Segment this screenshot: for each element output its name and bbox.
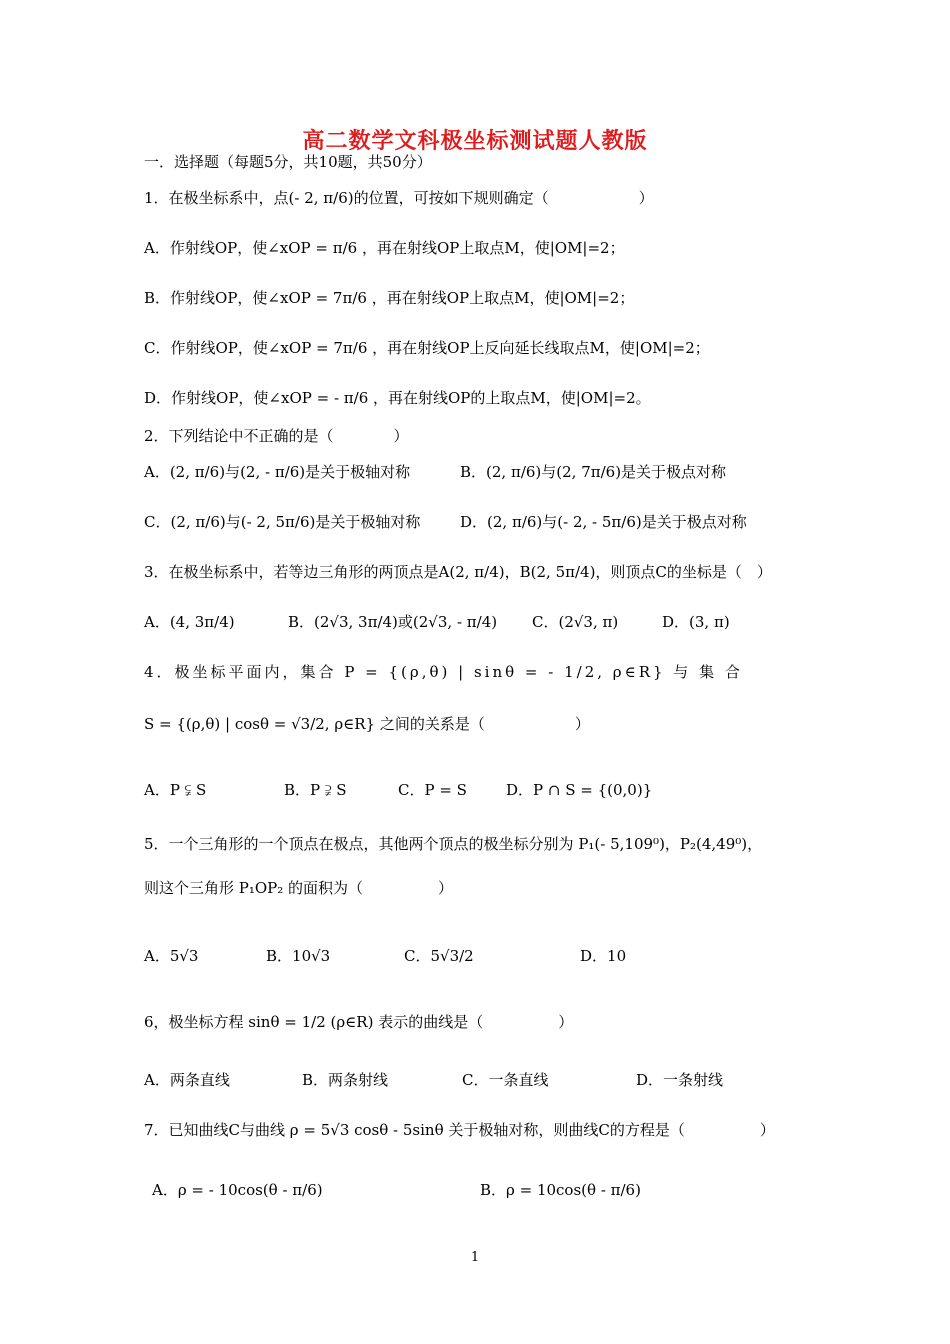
question-7-option-a: A．ρ = - 10cos(θ - π/6) [152,1181,323,1199]
section-heading: 一．选择题（每题5分，共10题，共50分） [144,153,432,171]
question-5-line-1: 5．一个三角形的一个顶点在极点，其他两个顶点的极坐标分别为 P₁(- 5,109⁰)，P₂(4,49⁰)， [144,835,763,853]
question-2-option-a: A．(2, π/6)与(2, - π/6)是关于极轴对称 [144,463,411,481]
question-3: 3．在极坐标系中，若等边三角形的两顶点是A(2, π/4)，B(2, 5π/4)，则顶点C的坐标是（ ） [144,563,772,581]
question-1-option-d: D．作射线OP，使∠xOP = - π/6 ，再在射线OP的上取点M，使|OM|=2。 [144,389,651,407]
question-6: 6，极坐标方程 sinθ = 1/2 (ρ∈R) 表示的曲线是（ ） [144,1013,574,1031]
question-1: 1．在极坐标系中，点(- 2, π/6)的位置，可按如下规则确定（ ） [144,189,654,207]
question-6-option-a: A．两条直线 [144,1071,230,1089]
document-title: 高二数学文科极坐标测试题人教版 [302,128,648,154]
question-4-line-2: S = {(ρ,θ) | cosθ = √3/2, ρ∈R} 之间的关系是（ ） [144,715,590,733]
question-7-option-b: B．ρ = 10cos(θ - π/6) [480,1181,641,1199]
question-3-option-b: B．(2√3, 3π/4)或(2√3, - π/4) [288,613,498,631]
question-4-option-b: B．P ⫌ S [284,781,347,799]
question-1-option-c: C．作射线OP，使∠xOP = 7π/6 ，再在射线OP上反向延长线取点M，使|OM|=2； [144,339,710,357]
question-6-option-b: B．两条射线 [302,1071,389,1089]
page-number: 1 [470,1250,480,1265]
question-4-option-d: D．P ∩ S = {(0,0)} [506,781,653,799]
question-2-option-c: C．(2, π/6)与(- 2, 5π/6)是关于极轴对称 [144,513,421,531]
question-5-option-c: C．5√3/2 [404,947,474,965]
question-5-option-d: D．10 [580,947,627,965]
question-2-option-d: D．(2, π/6)与(- 2, - 5π/6)是关于极点对称 [460,513,747,531]
question-2: 2．下列结论中不正确的是（ ） [144,427,409,445]
question-4-option-a: A．P ⫋ S [144,781,207,799]
question-5-option-a: A．5√3 [144,947,199,965]
question-5-option-b: B．10√3 [266,947,331,965]
question-2-option-b: B．(2, π/6)与(2, 7π/6)是关于极点对称 [460,463,727,481]
question-3-option-d: D．(3, π) [662,613,730,631]
question-6-option-d: D．一条射线 [636,1071,724,1089]
question-1-option-a: A．作射线OP，使∠xOP = π/6 ，再在射线OP上取点M，使|OM|=2； [144,239,625,257]
question-3-option-c: C．(2√3, π) [532,613,619,631]
question-4-option-c: C．P = S [398,781,467,799]
question-4-line-1: 4．极坐标平面内，集合 P = {(ρ,θ) | sinθ = - 1/2, ρ∈R} 与 集 合 [144,663,743,681]
question-5-line-2: 则这个三角形 P₁OP₂ 的面积为（ ） [144,879,454,897]
question-6-option-c: C．一条直线 [462,1071,549,1089]
question-3-option-a: A．(4, 3π/4) [144,613,235,631]
question-1-option-b: B．作射线OP，使∠xOP = 7π/6 ，再在射线OP上取点M，使|OM|=2； [144,289,635,307]
question-7: 7．已知曲线C与曲线 ρ = 5√3 cosθ - 5sinθ 关于极轴对称，则曲线C的方程是（ ） [144,1121,775,1139]
